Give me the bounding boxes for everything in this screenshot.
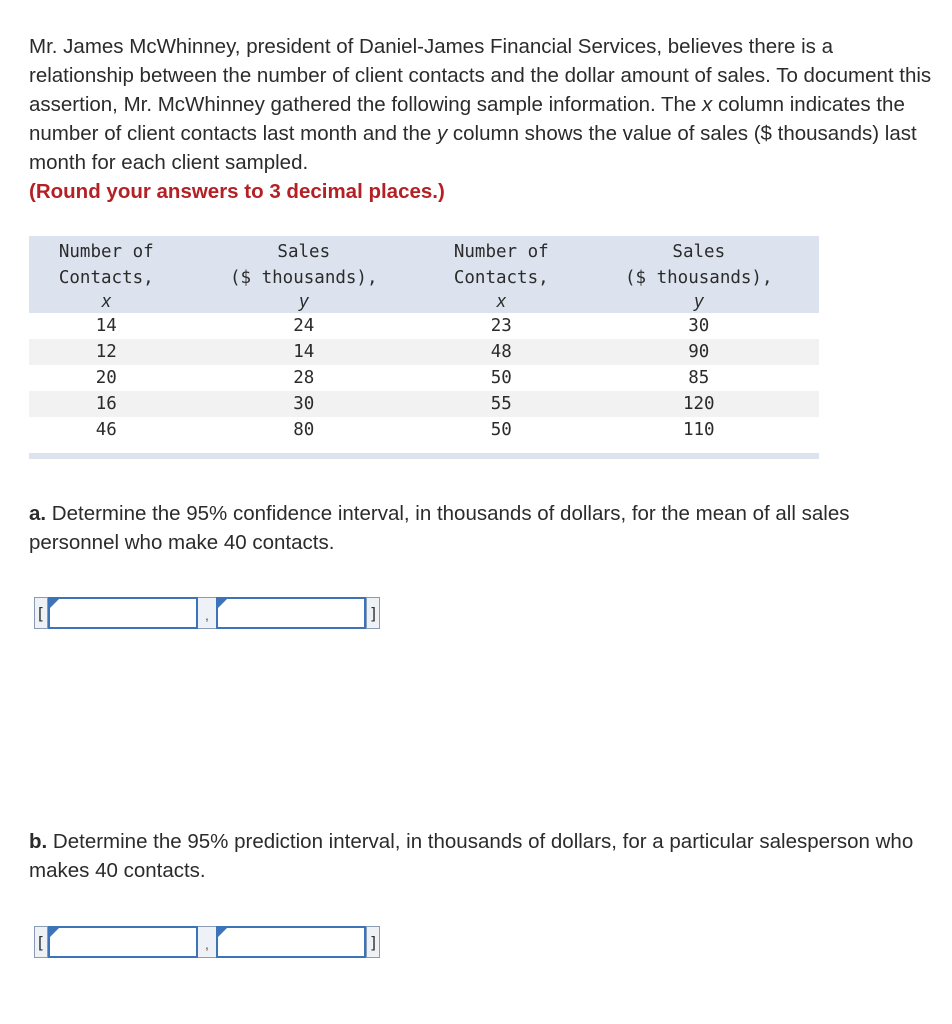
table-cell: 14 bbox=[95, 316, 117, 336]
answer-flag-icon bbox=[218, 928, 227, 937]
intro-text-3: column shows the value of sales ($ thousands) last month for each client sampled. bbox=[29, 122, 917, 174]
table-cell: 55 bbox=[424, 391, 579, 417]
prediction-lower-input[interactable] bbox=[48, 926, 198, 958]
table-cell: 80 bbox=[293, 420, 315, 440]
rounding-note: (Round your answers to 3 decimal places.) bbox=[29, 180, 445, 203]
answer-flag-icon bbox=[218, 599, 227, 608]
table-cell: 85 bbox=[688, 368, 710, 388]
header-row-2 bbox=[29, 265, 819, 290]
header-contacts-2-line2: Contacts, bbox=[424, 265, 579, 290]
table-row bbox=[29, 313, 819, 339]
table-bottom-rule bbox=[29, 453, 819, 459]
upper-bound-wrapper bbox=[216, 597, 366, 629]
confidence-upper-input[interactable] bbox=[216, 597, 366, 629]
header-contacts-1-line2: Contacts, bbox=[29, 265, 184, 290]
table-cell: 90 bbox=[579, 339, 819, 365]
header-row-vars bbox=[29, 290, 819, 313]
header-var-y-1: y bbox=[184, 290, 424, 313]
question-a-text: Determine the 95% confidence interval, in thousands of dollars, for the mean of all sales personnel who make 40 contacts. bbox=[29, 502, 850, 554]
table-cell: 24 bbox=[293, 316, 315, 336]
prediction-upper-input[interactable] bbox=[216, 926, 366, 958]
open-bracket: [ bbox=[34, 926, 48, 958]
question-a-label: a. bbox=[29, 502, 47, 525]
intro-text-1: Mr. James McWhinney, president of Daniel-James Financial Services, believes there is a relationship between the number of client contacts and the dollar amount of sales. To document this assertion, Mr. McWhinney gathered the following sample information. The bbox=[29, 35, 932, 116]
table-cell: 110 bbox=[682, 420, 715, 440]
header-var-x-1: x bbox=[29, 290, 184, 313]
table-cell: 16 bbox=[29, 391, 184, 417]
prediction-interval-inputs bbox=[34, 924, 392, 960]
open-bracket: [ bbox=[34, 597, 48, 629]
question-b bbox=[29, 827, 934, 885]
table-cell: 120 bbox=[579, 391, 819, 417]
table-cell: 50 bbox=[490, 420, 512, 440]
sample-data-table bbox=[29, 236, 819, 443]
header-var-y-2: y bbox=[579, 290, 819, 313]
table-cell: 48 bbox=[424, 339, 579, 365]
table-row bbox=[29, 417, 819, 443]
intro-text-2: column indicates the number of client contacts last month and the bbox=[29, 93, 905, 145]
close-bracket: ] bbox=[366, 926, 380, 958]
answer-flag-icon bbox=[50, 599, 59, 608]
table-cell: 23 bbox=[490, 316, 512, 336]
lower-bound-wrapper bbox=[48, 926, 198, 958]
close-bracket: ] bbox=[366, 597, 380, 629]
table-row bbox=[29, 365, 819, 391]
table-cell: 50 bbox=[490, 368, 512, 388]
header-sales-2-line1: Sales bbox=[579, 236, 819, 265]
table-cell: 28 bbox=[293, 368, 315, 388]
confidence-lower-input[interactable] bbox=[48, 597, 198, 629]
question-b-text: Determine the 95% prediction interval, in thousands of dollars, for a particular salesperson who makes 40 contacts. bbox=[29, 830, 914, 882]
interval-separator: , bbox=[198, 926, 216, 958]
table-cell: 46 bbox=[95, 420, 117, 440]
header-row-1 bbox=[29, 236, 819, 265]
question-b-label: b. bbox=[29, 830, 48, 853]
problem-statement bbox=[29, 32, 934, 206]
header-var-x-2: x bbox=[424, 290, 579, 313]
upper-bound-wrapper bbox=[216, 926, 366, 958]
header-contacts-1-line1: Number of bbox=[29, 236, 184, 265]
interval-separator: , bbox=[198, 597, 216, 629]
table-row bbox=[29, 391, 819, 417]
table-row bbox=[29, 339, 819, 365]
var-y: y bbox=[436, 122, 448, 145]
table-cell: 14 bbox=[184, 339, 424, 365]
var-x: x bbox=[702, 93, 713, 116]
header-sales-1-line1: Sales bbox=[184, 236, 424, 265]
lower-bound-wrapper bbox=[48, 597, 198, 629]
question-a bbox=[29, 499, 934, 557]
confidence-interval-inputs bbox=[34, 595, 392, 631]
table-cell: 30 bbox=[184, 391, 424, 417]
table-cell: 20 bbox=[95, 368, 117, 388]
header-contacts-2-line1: Number of bbox=[424, 236, 579, 265]
table-cell: 30 bbox=[688, 316, 710, 336]
header-sales-2-line2: ($ thousands), bbox=[579, 265, 819, 290]
table-cell: 12 bbox=[29, 339, 184, 365]
answer-flag-icon bbox=[50, 928, 59, 937]
header-sales-1-line2: ($ thousands), bbox=[184, 265, 424, 290]
